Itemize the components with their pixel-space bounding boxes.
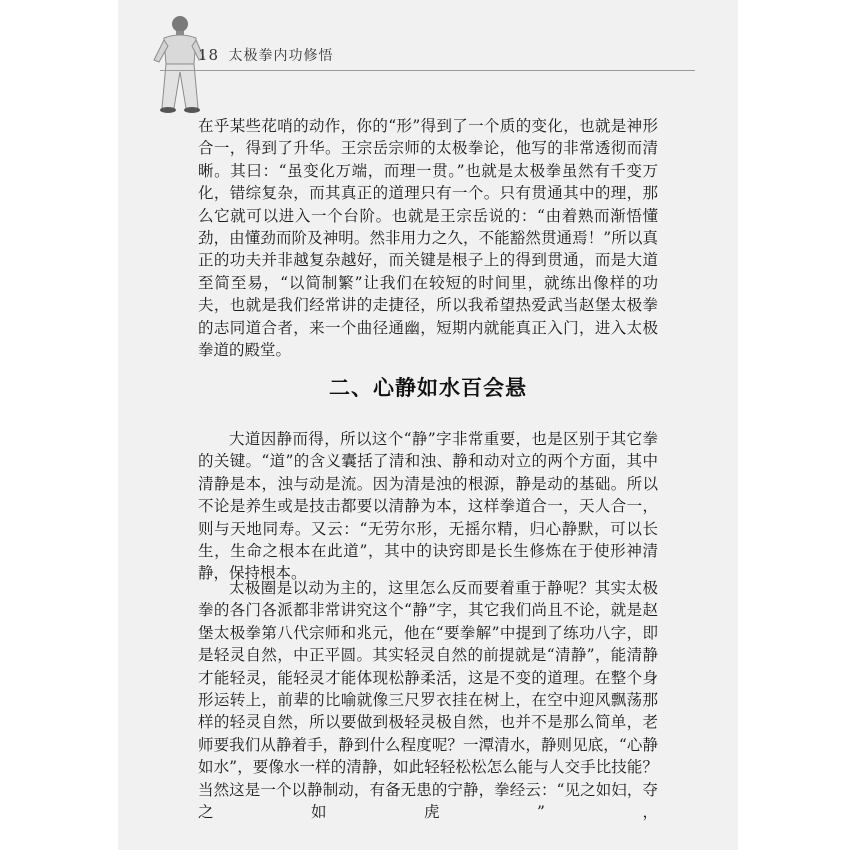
- running-head: [198, 45, 334, 65]
- body-paragraph-2: 大道因静而得，所以这个“静”字非常重要，也是区别于其它拳的关键。“道”的含义囊括了清和浊、静和动对立的两个方面，其中清静是本，浊与动是流。因为清是浊的根源，静是动的基础。所以不论是养生或是技击都要以清静为本，这样拳道合一，天人合一，则与天地同寿。又云：“无劳尔形，无摇尔精，归心静默，可以长生，生命之根本在此道”，其中的诀窍即是长生修炼在于使形神清静，保持根本。: [198, 430, 658, 583]
- header-rule: [160, 70, 695, 71]
- page-number: 18: [198, 46, 220, 64]
- section-title: 二、心静如水百会悬: [329, 376, 527, 400]
- body-paragraph-3: 太极圈是以动为主的，这里怎么反而要着重于静呢？其实太极拳的各门各派都非常讲究这个“静”字，其它我们尚且不论，就是赵堡太极拳第八代宗师和兆元，他在“要拳解”中提到了练功八字，即是轻灵自然，中正平圆。其实轻灵自然的前提就是“清静”，能清静才能轻灵，能轻灵才能体现松静柔活，这是不变的道理。在整个身形运转上，前辈的比喻就像三尺罗衣挂在树上，在空中迎风飘荡那样的轻灵自然，所以要做到极轻灵极自然，也并不是那么简单，老师要我们从静着手，静到什么程度呢？一潭清水，静则见底，“心静如水”，要像水一样的清静，如此轻轻松松怎么能与人交手比技能？当然这是一个以静制动，有备无患的宁静，拳经云：“见之如妇，夺之如虎”，: [198, 579, 658, 822]
- body-paragraph-1: 在乎某些花哨的动作，你的“形”得到了一个质的变化，也就是神形合一，得到了升华。王宗岳宗师的太极拳论，他写的非常透彻而清晰。其曰：“虽变化万端，而理一贯。”也就是太极拳虽然有千变万化，错综复杂，而其真正的道理只有一个。只有贯通其中的理，那么它就可以进入一个台阶。也就是王宗岳说的：“由着熟而渐悟懂劲，由懂劲而阶及神明。然非用力之久，不能豁然贯通焉！”所以真正的功夫并非越复杂越好，而关键是根子上的得到贯通，而是大道至简至易，“以简制繁”让我们在较短的时间里，就练出像样的功夫，也就是我们经常讲的走捷径，所以我希望热爱武当赵堡太极拳的志同道合者，来一个曲径通幽，短期内就能真正入门，进入太极拳道的殿堂。: [198, 117, 658, 360]
- book-title: 太极拳内功修悟: [228, 48, 334, 64]
